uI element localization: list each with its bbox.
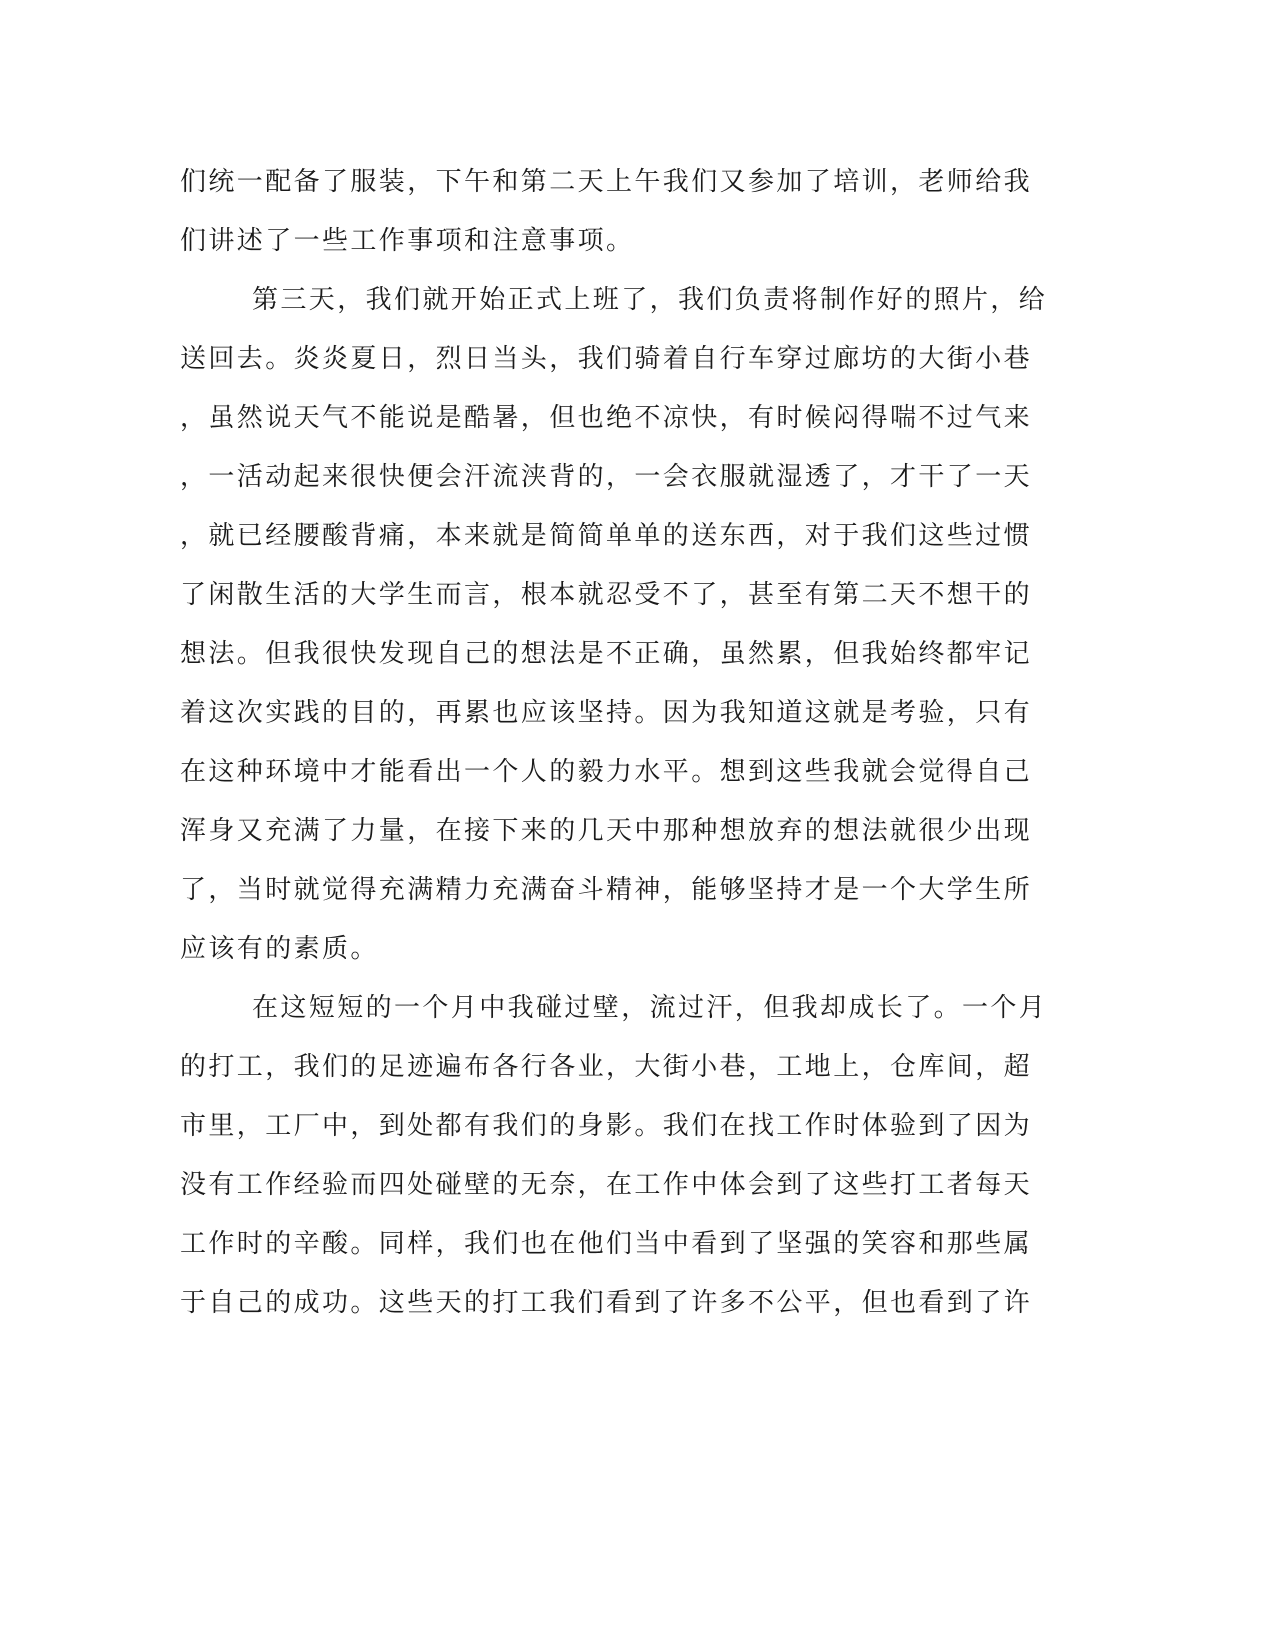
text-line: 市里，工厂中，到处都有我们的身影。我们在找工作时体验到了因为 bbox=[180, 1111, 1033, 1141]
text-line: 了，当时就觉得充满精力充满奋斗精神，能够坚持才是一个大学生所 bbox=[180, 875, 1033, 905]
text-line: 没有工作经验而四处碰壁的无奈，在工作中体会到了这些打工者每天 bbox=[180, 1170, 1033, 1200]
text-line: ，虽然说天气不能说是酷暑，但也绝不凉快，有时候闷得喘不过气来 bbox=[180, 403, 1033, 433]
text-line: 了闲散生活的大学生而言，根本就忍受不了，甚至有第二天不想干的 bbox=[180, 580, 1033, 610]
text-line: 们统一配备了服装，下午和第二天上午我们又参加了培训，老师给我 bbox=[180, 167, 1033, 197]
text-line: 的打工，我们的足迹遍布各行各业，大街小巷，工地上，仓库间，超 bbox=[180, 1052, 1033, 1082]
text-line: 送回去。炎炎夏日，烈日当头，我们骑着自行车穿过廊坊的大街小巷 bbox=[180, 344, 1033, 374]
text-line: 于自己的成功。这些天的打工我们看到了许多不公平，但也看到了许 bbox=[180, 1288, 1033, 1318]
paragraph-first-line: 在这短短的一个月中我碰过壁，流过汗，但我却成长了。一个月 bbox=[252, 993, 1048, 1023]
text-line: 工作时的辛酸。同样，我们也在他们当中看到了坚强的笑容和那些属 bbox=[180, 1229, 1033, 1259]
text-line: 在这种环境中才能看出一个人的毅力水平。想到这些我就会觉得自己 bbox=[180, 757, 1033, 787]
body-text bbox=[180, 160, 1048, 1340]
text-line: 想法。但我很快发现自己的想法是不正确，虽然累，但我始终都牢记 bbox=[180, 639, 1033, 669]
text-line: 们讲述了一些工作事项和注意事项。 bbox=[180, 226, 635, 256]
text-line: ，一活动起来很快便会汗流浃背的，一会衣服就湿透了，才干了一天 bbox=[180, 462, 1033, 492]
text-line: 应该有的素质。 bbox=[180, 934, 379, 964]
text-line: 着这次实践的目的，再累也应该坚持。因为我知道这就是考验，只有 bbox=[180, 698, 1033, 728]
text-line: 浑身又充满了力量，在接下来的几天中那种想放弃的想法就很少出现 bbox=[180, 816, 1033, 846]
paragraph-first-line: 第三天，我们就开始正式上班了，我们负责将制作好的照片，给 bbox=[252, 285, 1048, 315]
text-line: ，就已经腰酸背痛，本来就是简简单单的送东西，对于我们这些过惯 bbox=[180, 521, 1033, 551]
